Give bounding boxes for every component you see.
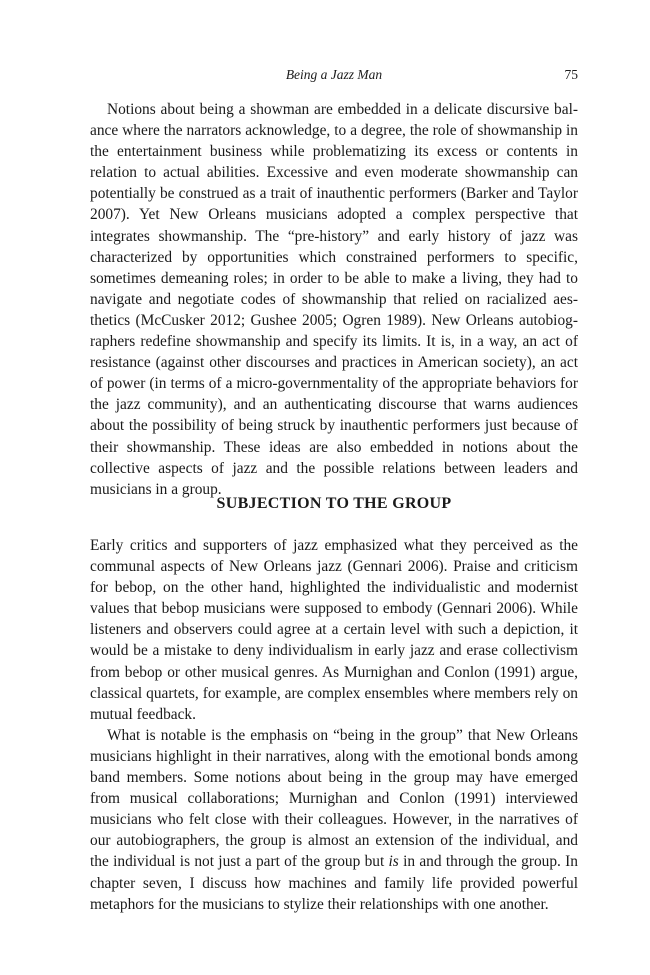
page-number: 75 (564, 67, 578, 82)
section-heading: SUBJECTION TO THE GROUP (216, 495, 452, 512)
emphasis-is: is (388, 853, 399, 871)
paragraph-text-before-emphasis: What is notable is the emphasis on “being in the group” that New Orleans musicians highlight in their narratives, along with the emotional bonds among band members. Some notions about being in the group may have emerged from musical collaborations; Murnighan and Conlon (1991) interviewed musicians who felt close with their colleagues. However, in the narratives of our autobiographers, the group is almost an extension of the individual, and the individual is not just a part of the group but (90, 726, 578, 871)
running-head (90, 67, 578, 87)
paragraph-text-after-emphasis: in and through the group. In chapter seven, I discuss how machines and family life provided powerful metaphors for the musicians to stylize their relationships with one another. (90, 853, 578, 913)
opening-text-block (90, 99, 578, 500)
paragraph-showmanship: Notions about being a showman are embedded in a delicate discursive balance where the narrators acknowledge, to a degree, the role of showmanship in the entertainment business while problematizing its excess or contents in relation to actual abilities. Excessive and even moderate showmanship can potentially be construed as a trait of inauthentic performers (Barker and Taylor 2007). Yet New Orleans musicians adopted a complex perspective that integrates showmanship. The “pre-history” and early history of jazz was characterized by opportunities which constrained performers to specific, sometimes demeaning roles; in order to be able to make a living, they had to navigate and negotiate codes of showmanship that relied on racialized aesthetics (McCusker 2012; Gushee 2005; Ogren 1989). New Orleans autobiographers redefine showmanship and specify its limits. It is, in a way, an act of resistance (against other discourses and practices in American society), an act of power (in terms of a micro-governmentality of the appropriate behaviors for the jazz community), and an authenticating discourse that warns audiences about the possibility of being struck by inauthentic performers just because of their showmanship. These ideas are also embedded in notions about the collective aspects of jazz and the possible relations between leaders and musicians in a group. (90, 101, 578, 498)
paragraph-being-in-group (90, 725, 578, 915)
section-text-block (90, 535, 578, 915)
paragraph-early-critics: Early critics and supporters of jazz emphasized what they perceived as the communal aspects of New Orleans jazz (Gennari 2006). Praise and criticism for bebop, on the other hand, highlighted the individualistic and modernist values that bebop musicians were supposed to embody (Gennari 2006). While listeners and observers could agree at a certain level with such a depiction, it would be a mistake to deny individualism in early jazz and erase collectivism from bebop or other musical genres. As Murnighan and Conlon (1991) argue, classical quartets, for example, are complex ensembles where members rely on mutual feedback. (90, 537, 578, 723)
running-title: Being a Jazz Man (285, 67, 383, 82)
